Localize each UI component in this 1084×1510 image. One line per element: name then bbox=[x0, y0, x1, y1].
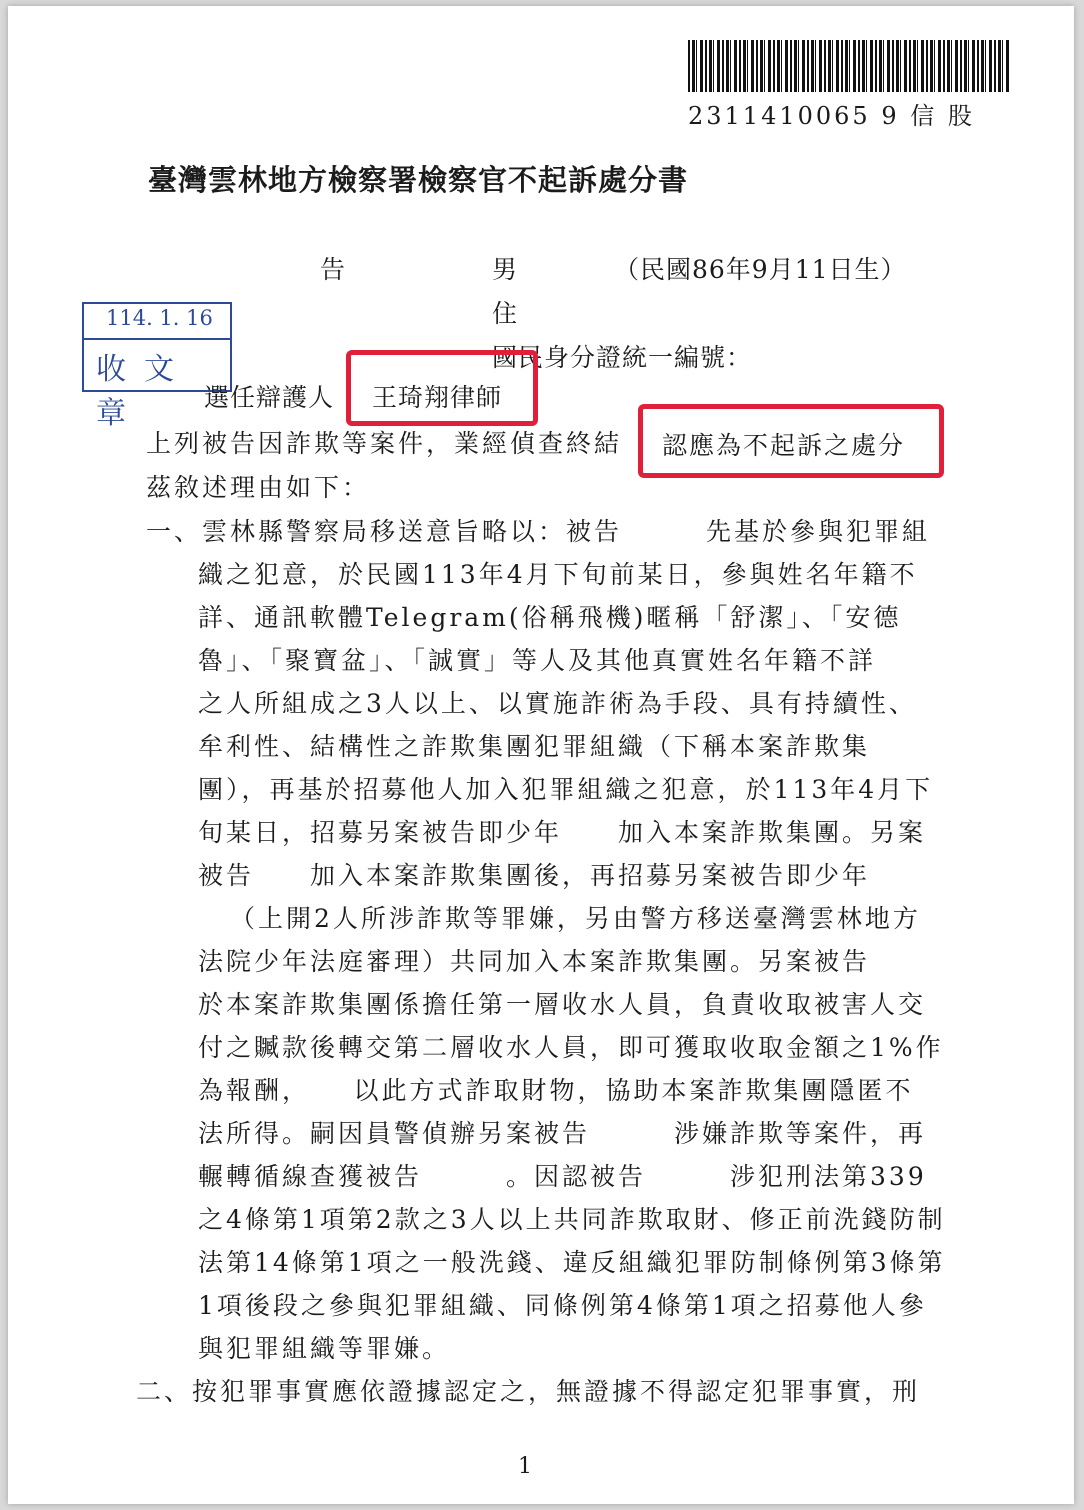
body-line: 法所得。嗣因員警偵辦另案被告 涉嫌詐欺等案件，再 bbox=[198, 1119, 927, 1148]
body-line: 二、按犯罪事實應依證據認定之，無證據不得認定犯罪事實，刑 bbox=[136, 1377, 921, 1406]
page-number: 1 bbox=[518, 1454, 532, 1479]
document-title: 臺灣雲林地方檢察署檢察官不起訴處分書 bbox=[148, 163, 689, 197]
defendant-label: 告 bbox=[320, 255, 347, 284]
document-page bbox=[8, 6, 1074, 1504]
intro-line-2: 茲敘述理由如下： bbox=[146, 473, 371, 502]
body-line: 織之犯意，於民國113年4月下旬前某日，參與姓名年籍不 bbox=[198, 560, 918, 589]
body-line: 1項後段之參與犯罪組織、同條例第4條第1項之招募他人參 bbox=[198, 1291, 927, 1320]
body-line: 為報酬， 以此方式詐取財物，協助本案詐欺集團隱匿不 bbox=[198, 1076, 914, 1105]
gender-value: 男 bbox=[492, 255, 519, 284]
barcode-image bbox=[688, 40, 1010, 92]
barcode-number: 2311410065 9 信 股 bbox=[688, 102, 975, 130]
counsel-name: 王琦翔律師 bbox=[372, 383, 503, 412]
body-line: 與犯罪組織等罪嫌。 bbox=[198, 1334, 451, 1363]
birth-date: （民國86年9月11日生） bbox=[614, 255, 907, 284]
body-line: 團），再基於招募他人加入犯罪組織之犯意，於113年4月下 bbox=[198, 775, 934, 804]
body-line: 於本案詐欺集團係擔任第一層收水人員，負責收取被害人交 bbox=[198, 990, 927, 1019]
body-line: 之人所組成之3人以上、以實施詐術為手段、具有持續性、 bbox=[198, 689, 917, 718]
body-line: 輾轉循線查獲被告 。因認被告 涉犯刑法第339 bbox=[198, 1162, 927, 1191]
body-line: 之4條第1項第2款之3人以上共同詐欺取財、修正前洗錢防制 bbox=[198, 1205, 946, 1234]
body-line: 旬某日，招募另案被告即少年 加入本案詐欺集團。另案 bbox=[198, 818, 927, 847]
stamp-date: 114. 1. 16 bbox=[106, 306, 213, 330]
address-label: 住 bbox=[492, 299, 519, 328]
id-number-label: 國民身分證統一編號： bbox=[492, 343, 753, 372]
stamp-label: 收文章 bbox=[96, 352, 192, 431]
decision-text: 認應為不起訴之處分 bbox=[662, 431, 906, 460]
body-line: 付之贓款後轉交第二層收水人員，即可獲取收取金額之1%作 bbox=[198, 1033, 944, 1062]
body-line: 魯」、「聚寶盆」、「誠實」等人及其他真實姓名年籍不詳 bbox=[198, 646, 877, 675]
counsel-label: 選任辯護人 bbox=[204, 383, 335, 412]
body-line: 牟利性、結構性之詐欺集團犯罪組織（下稱本案詐欺集 bbox=[198, 732, 871, 761]
body-line: 一、雲林縣警察局移送意旨略以：被告 先基於參與犯罪組 bbox=[146, 517, 931, 546]
body-line: 法院少年法庭審理）共同加入本案詐欺集團。另案被告 bbox=[198, 947, 871, 976]
body-line: 詳、通訊軟體Telegram(俗稱飛機)暱稱「舒潔」、「安德 bbox=[198, 603, 902, 632]
body-line: 法第14條第1項之一般洗錢、違反組織犯罪防制條例第3條第 bbox=[198, 1248, 946, 1277]
intro-line-1: 上列被告因詐欺等案件，業經偵查終結 bbox=[146, 429, 623, 458]
body-line: （上開2人所涉詐欺等罪嫌，另由警方移送臺灣雲林地方 bbox=[230, 904, 921, 933]
stamp-divider bbox=[84, 338, 230, 340]
body-line: 被告 加入本案詐欺集團後，再招募另案被告即少年 bbox=[198, 861, 871, 890]
